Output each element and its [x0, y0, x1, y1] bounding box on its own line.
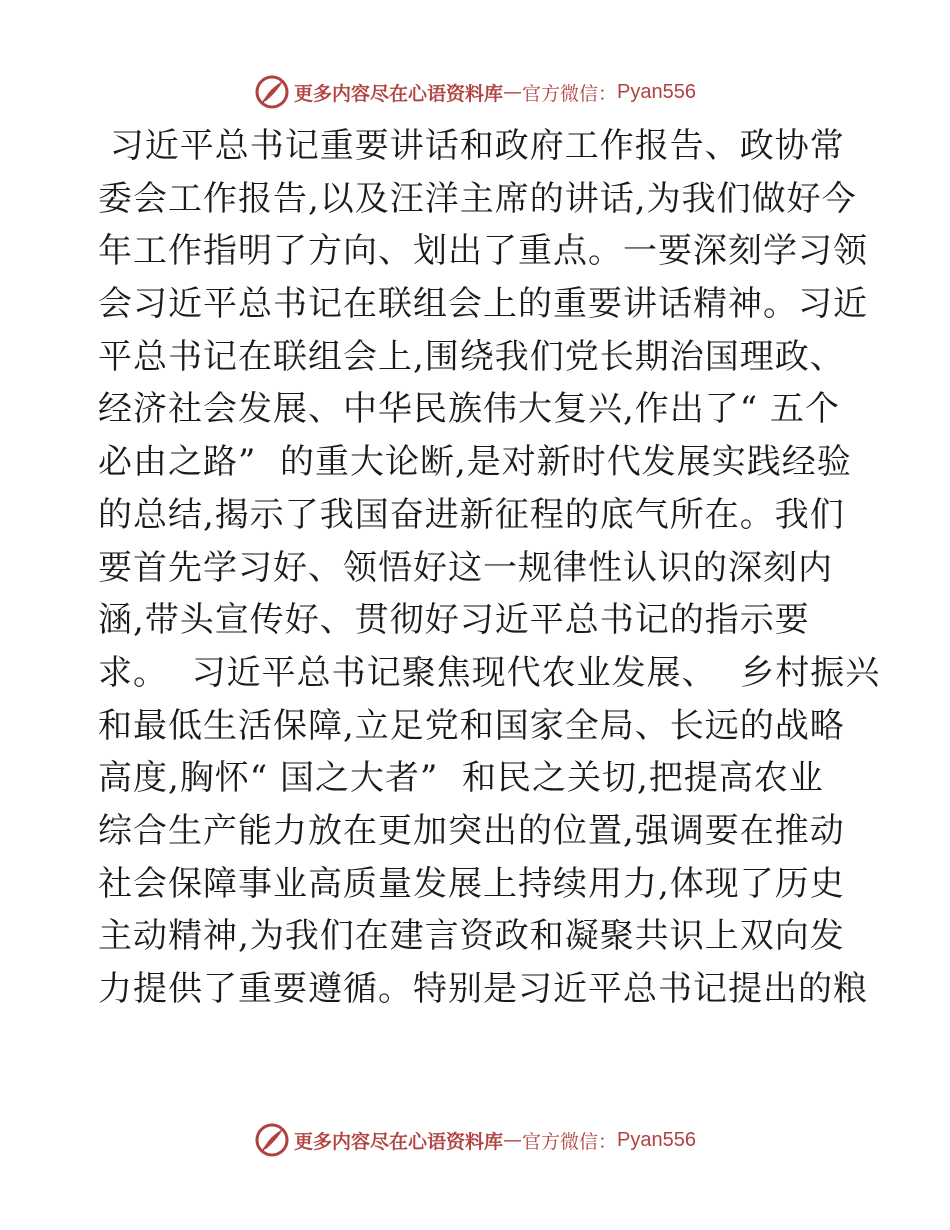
- text-line: 必由之路” 的重大论断,是对新时代发展实践经验: [98, 442, 852, 483]
- text-line: 社会保障事业高质量发展上持续用力,体现了历史: [98, 863, 845, 904]
- text-line: 平总书记在联组会上,围绕我们党长期治国理政、: [98, 336, 845, 377]
- banner-separator: —: [503, 81, 523, 103]
- banner-wechat-id: Pyan556: [617, 1128, 696, 1151]
- text-line: 年工作指明了方向、划出了重点。一要深刻学习领: [98, 231, 868, 272]
- text-line: 和最低生活保障,立足党和国家全局、长远的战略: [98, 705, 845, 746]
- text-line: 习近平总书记重要讲话和政府工作报告、政协常: [98, 126, 845, 166]
- text-line: 主动精神,为我们在建言资政和凝聚共识上双向发: [98, 916, 845, 957]
- document-body: [98, 120, 881, 1016]
- text-line: 高度,胸怀“ 国之大者” 和民之关切,把提高农业: [98, 758, 824, 799]
- text-line: 会习近平总书记在联组会上的重要讲话精神。习近: [98, 284, 868, 325]
- banner-brand-text: 更多内容尽在心语资料库: [294, 1130, 504, 1153]
- banner-brand-text: 更多内容尽在心语资料库: [294, 82, 504, 105]
- quill-pen-icon: [254, 74, 290, 110]
- banner-wechat-id: Pyan556: [617, 80, 696, 103]
- text-line: 力提供了重要遵循。特别是习近平总书记提出的粮: [98, 969, 868, 1009]
- banner-official-label: 官方微信：: [522, 82, 618, 105]
- footer-banner: [0, 1120, 950, 1160]
- text-line: 委会工作报告,以及汪洋主席的讲话,为我们做好今: [98, 178, 857, 219]
- quill-pen-icon: [254, 1122, 290, 1158]
- text-line: 的总结,揭示了我国奋进新征程的底气所在。我们: [98, 494, 845, 535]
- text-line: 要首先学习好、领悟好这一规律性认识的深刻内: [98, 547, 833, 588]
- banner-official-label: 官方微信：: [522, 1130, 618, 1153]
- text-line: 涵,带头宣传好、贯彻好习近平总书记的指示要: [98, 600, 810, 641]
- text-line: 综合生产能力放在更加突出的位置,强调要在推动: [98, 810, 845, 851]
- text-line: 求。 习近平总书记聚焦现代农业发展、 乡村振兴: [98, 652, 881, 693]
- text-line: 经济社会发展、中华民族伟大复兴,作出了“ 五个: [98, 389, 840, 430]
- header-banner: [0, 72, 950, 112]
- banner-separator: —: [503, 1129, 523, 1151]
